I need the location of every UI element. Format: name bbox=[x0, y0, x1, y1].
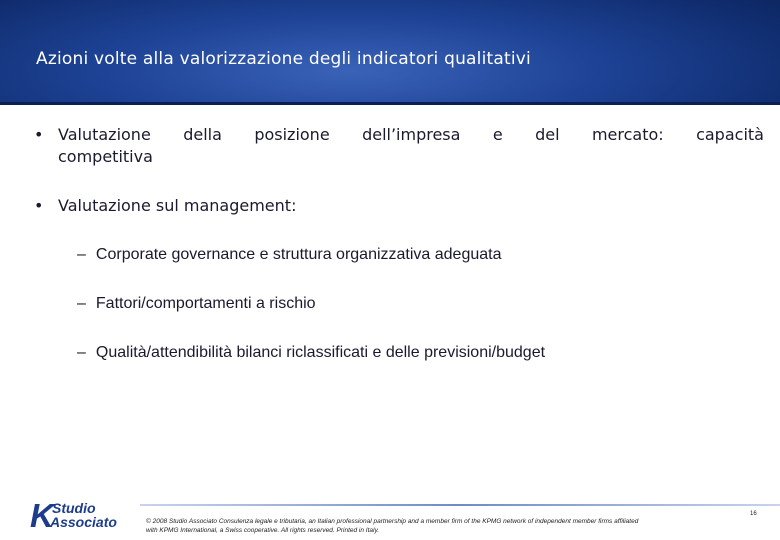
copyright-notice: © 2008 Studio Associato Consulenza legale e tributaria, an Italian professional partnership and a member firm of the KPMG network of independent member firms affiliated with KPMG International, a Swiss cooperative. All rights reserved. Printed in Italy. bbox=[146, 518, 639, 534]
bullet-word: mercato: bbox=[591, 125, 664, 144]
slide-title: Azioni volte alla valorizzazione degli indicatori qualitativi bbox=[36, 49, 531, 69]
page-number: 16 bbox=[750, 511, 757, 517]
bullet-word: Valutazione bbox=[58, 125, 151, 144]
sub-item-text: Fattori/comportamenti a rischio bbox=[95, 295, 316, 312]
logo-line-2: Associato bbox=[50, 514, 117, 530]
sub-item-text: Qualità/attendibilità bilanci riclassificati e delle previsioni/budget bbox=[95, 344, 546, 361]
company-logo bbox=[30, 498, 140, 532]
sub-item-text: Corporate governance e struttura organizzativa adeguata bbox=[95, 246, 502, 263]
bullet-word: del bbox=[535, 125, 560, 144]
bullet-word: e bbox=[492, 125, 503, 144]
bullet-marker: • bbox=[34, 125, 44, 144]
bullet-line-1 bbox=[58, 123, 764, 146]
sub-item-dash: – bbox=[77, 295, 86, 312]
logo-line-1: Studio bbox=[52, 500, 96, 516]
sub-item-3 bbox=[77, 342, 545, 364]
logo-letter: K bbox=[30, 497, 54, 534]
bullet-word: dell’impresa bbox=[362, 125, 461, 144]
sub-item-dash: – bbox=[77, 344, 86, 361]
sub-item-1 bbox=[77, 244, 502, 266]
bullet-line-2: competitiva bbox=[58, 147, 153, 166]
bullet-word: capacità bbox=[696, 125, 764, 144]
bullet-marker: • bbox=[34, 196, 44, 215]
sub-item-dash: – bbox=[77, 246, 86, 263]
sub-item-2 bbox=[77, 293, 316, 315]
bullet-word: posizione bbox=[254, 125, 330, 144]
bullet-word: della bbox=[183, 125, 222, 144]
bullet-text: Valutazione sul management: bbox=[58, 196, 297, 215]
footer-divider bbox=[140, 504, 780, 506]
